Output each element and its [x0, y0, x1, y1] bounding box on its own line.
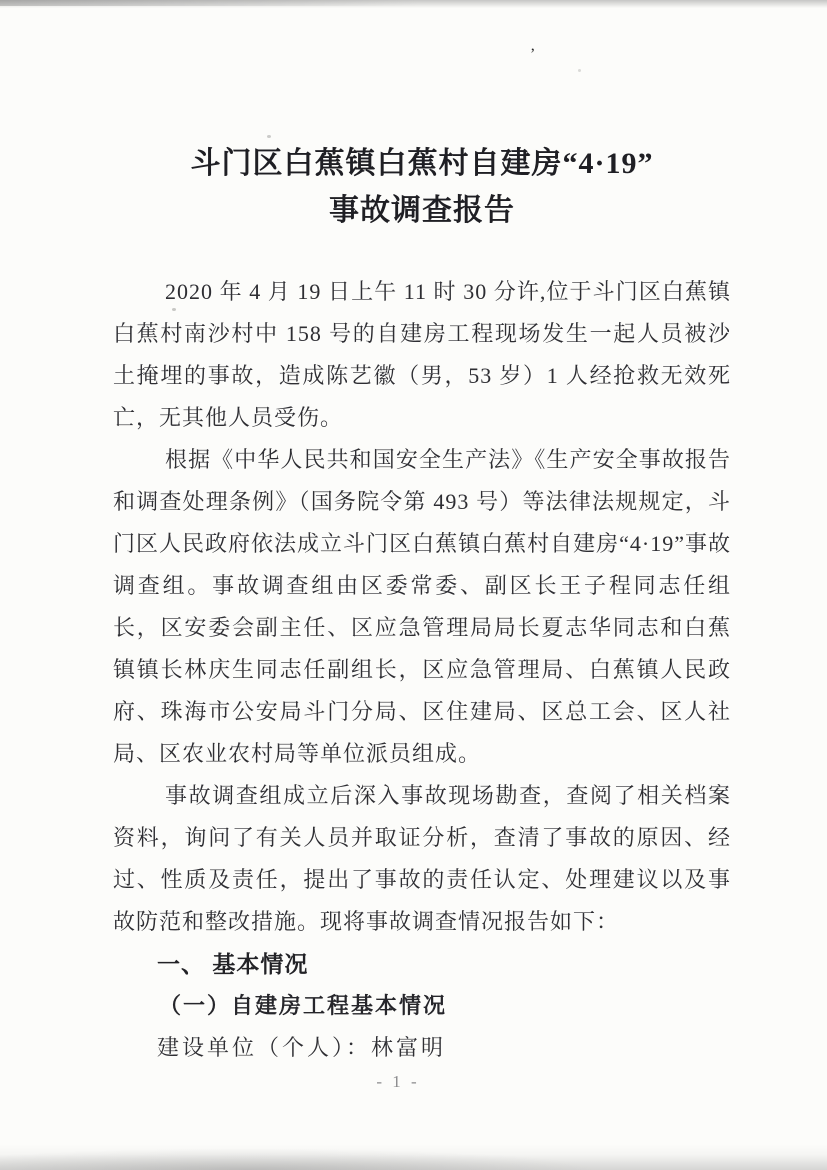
- scan-shadow-top-left: [0, 0, 420, 6]
- subsection-heading-project-info: （一）自建房工程基本情况: [159, 993, 448, 1018]
- page-number: - 1 -: [376, 1072, 420, 1091]
- document-title-line2: 事故调查报告: [329, 194, 515, 227]
- construction-unit-line: 建设单位（个人）：林富明: [157, 1035, 447, 1060]
- section-heading-basic-info: 一、 基本情况: [157, 951, 309, 977]
- report-body: [113, 140, 731, 1069]
- scan-speck: [578, 69, 581, 72]
- paragraph-investigation-process: 事故调查组成立后深入事故现场勘查，查阅了相关档案资料，询问了有关人员并取证分析，查清了事故的原因、经过、性质及责任，提出了事故的责任认定、处理建议以及事故防范和整改措施。现将事故调查情况报告如下：: [113, 783, 731, 934]
- paragraph-accident-summary: 2020 年 4 月 19 日上午 11 时 30 分许,位于斗门区白蕉镇白蕉村南沙村中 158 号的自建房工程现场发生一起人员被沙土掩埋的事故，造成陈艺徽（男，53 岁）1 人经抢救无效死亡，无其他人员受伤。: [113, 279, 731, 430]
- document-title-line1: 斗门区白蕉镇白蕉村自建房“4·19”: [190, 147, 654, 180]
- document-title: [113, 140, 731, 234]
- scan-stray-mark: ’: [530, 46, 536, 63]
- scan-shadow-bottom: [0, 1144, 827, 1170]
- paragraph-investigation-team: 根据《中华人民共和国安全生产法》《生产安全事故报告和调查处理条例》（国务院令第 493 号）等法律法规规定，斗门区人民政府依法成立斗门区白蕉镇白蕉村自建房“4·19”事故调查组。事故调查组由区委常委、副区长王子程同志任组长，区安委会副主任、区应急管理局局长夏志华同志和白蕉镇镇长林庆生同志任副组长，区应急管理局、白蕉镇人民政府、珠海市公安局斗门分局、区住建局、区总工会、区人社局、区农业农村局等单位派员组成。: [113, 447, 731, 766]
- scan-speck: [267, 135, 271, 138]
- scan-shadow-top: [0, 0, 827, 8]
- report-text-block: [113, 271, 731, 1069]
